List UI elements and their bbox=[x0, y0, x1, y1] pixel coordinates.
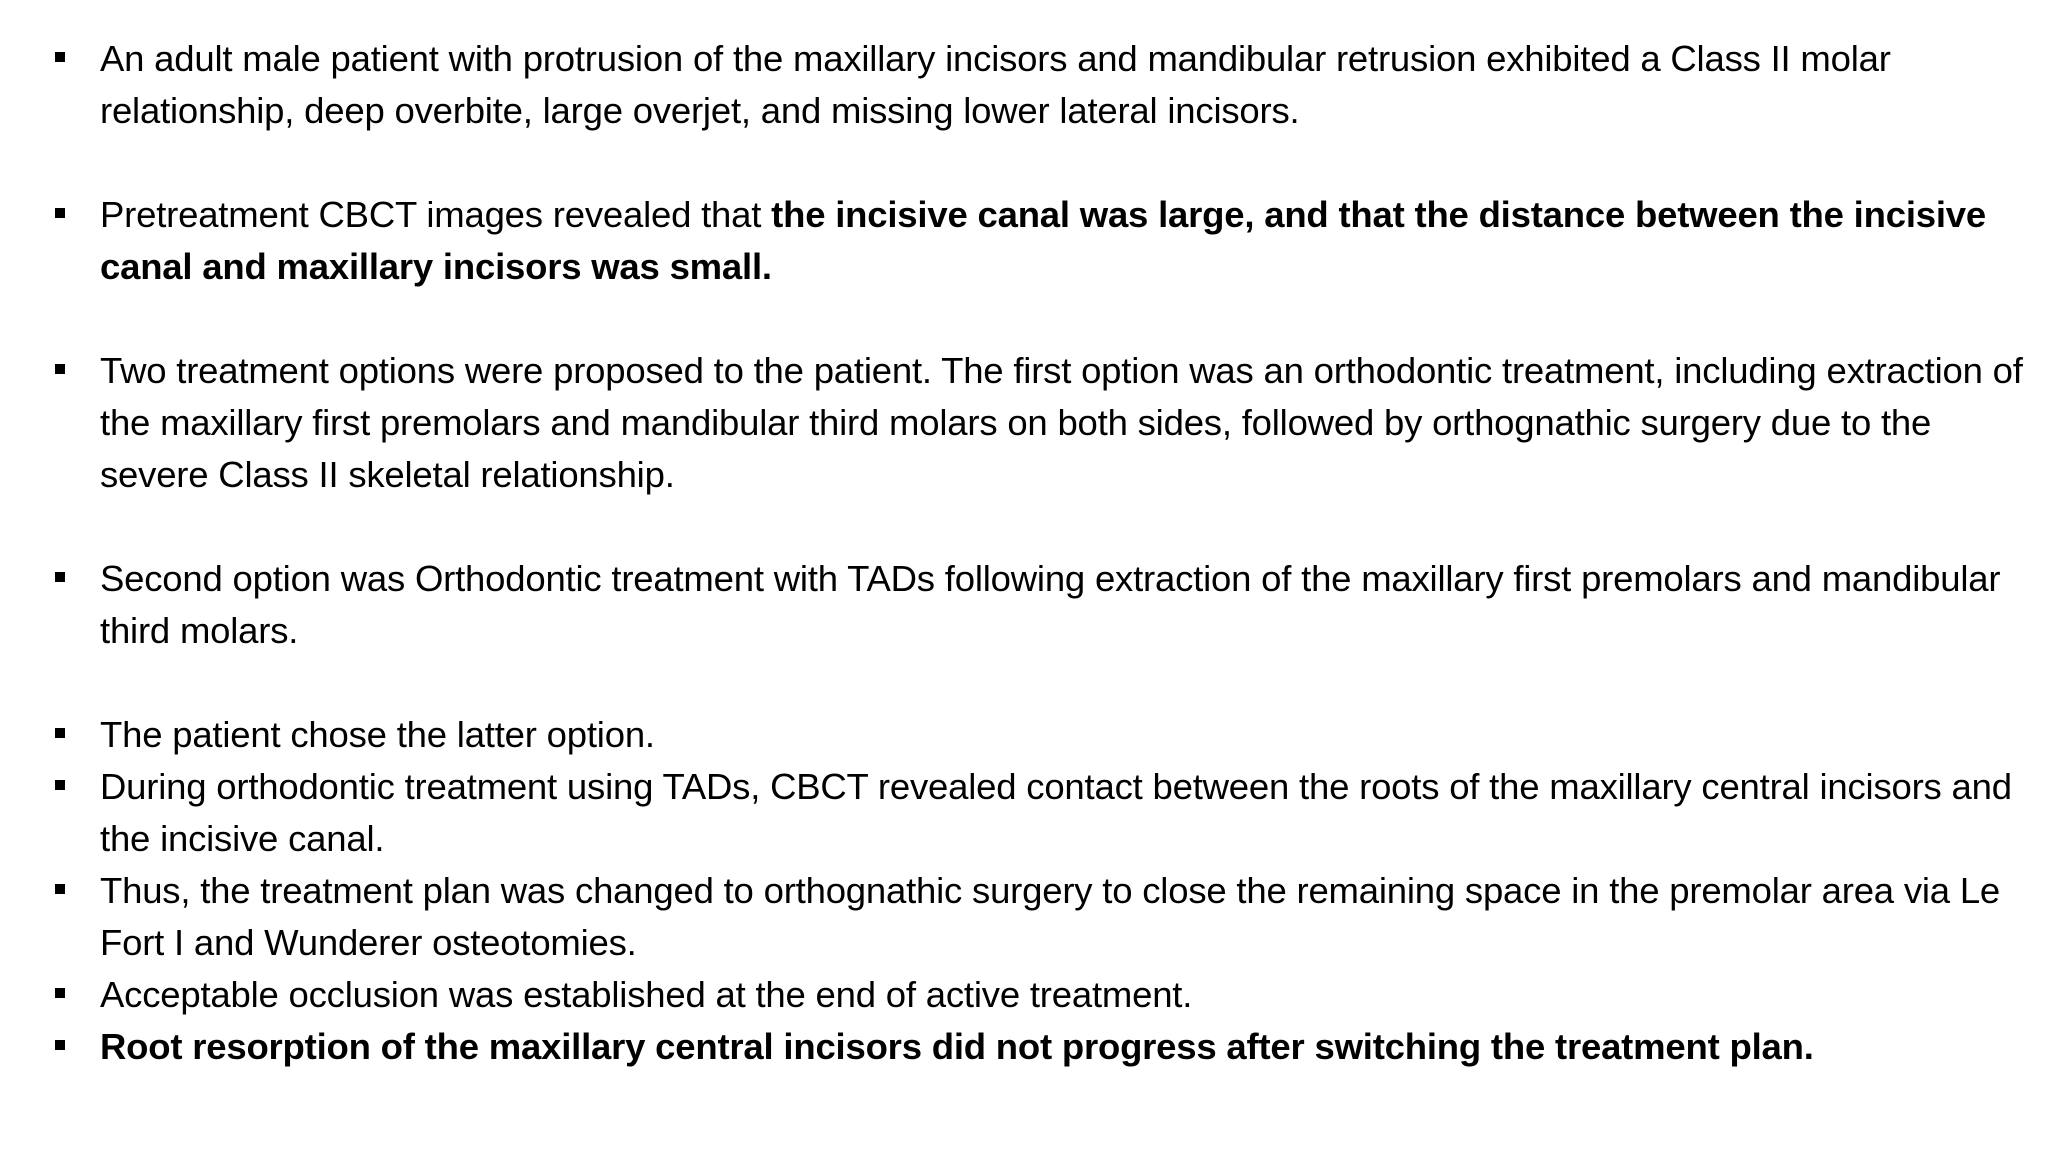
bullet-item-4 bbox=[55, 553, 2035, 657]
bullet-item-3 bbox=[55, 345, 2035, 501]
bullet-item-5 bbox=[55, 709, 2035, 761]
square-bullet-icon bbox=[55, 364, 65, 374]
square-bullet-icon bbox=[55, 1040, 65, 1050]
square-bullet-icon bbox=[55, 988, 65, 998]
bullet-text-bold: Root resorption of the maxillary central incisors did not progress after switching the treatment plan. bbox=[100, 1026, 1814, 1067]
bullet-text: Pretreatment CBCT images revealed that bbox=[100, 194, 772, 235]
bullet-text: Acceptable occlusion was established at the end of active treatment. bbox=[100, 974, 1193, 1015]
bullet-item-1 bbox=[55, 33, 2035, 137]
square-bullet-icon bbox=[55, 208, 65, 218]
square-bullet-icon bbox=[55, 572, 65, 582]
square-bullet-icon bbox=[55, 884, 65, 894]
bullet-text: The patient chose the latter option. bbox=[100, 714, 655, 755]
bullet-text: Two treatment options were proposed to the patient. The first option was an orthodontic treatment, including extraction of the maxillary first premolars and mandibular third molars on both sides, followed by orthognathic surgery due to the severe Class II skeletal relationship. bbox=[100, 350, 2023, 495]
bullet-item-8 bbox=[55, 969, 2035, 1021]
bullet-text: During orthodontic treatment using TADs, CBCT revealed contact between the roots of the maxillary central incisors and the incisive canal. bbox=[100, 766, 2012, 859]
bullet-list bbox=[55, 33, 2035, 1073]
bullet-text-bold: the incisive canal was large, and that the distance between the incisive canal and maxillary incisors was small. bbox=[100, 194, 1986, 287]
bullet-text: Second option was Orthodontic treatment with TADs following extraction of the maxillary first premolars and mandibular third molars. bbox=[100, 558, 2001, 651]
square-bullet-icon bbox=[55, 52, 65, 62]
bullet-text: Thus, the treatment plan was changed to orthognathic surgery to close the remaining space in the premolar area via Le Fort I and Wunderer osteotomies. bbox=[100, 870, 2001, 963]
bullet-text: An adult male patient with protrusion of the maxillary incisors and mandibular retrusion exhibited a Class II molar relationship, deep overbite, large overjet, and missing lower lateral incisors. bbox=[100, 38, 1891, 131]
square-bullet-icon bbox=[55, 780, 65, 790]
square-bullet-icon bbox=[55, 728, 65, 738]
bullet-item-7 bbox=[55, 865, 2035, 969]
bullet-item-6 bbox=[55, 761, 2035, 865]
bullet-item-9 bbox=[55, 1021, 2035, 1073]
bullet-item-2 bbox=[55, 189, 2035, 293]
